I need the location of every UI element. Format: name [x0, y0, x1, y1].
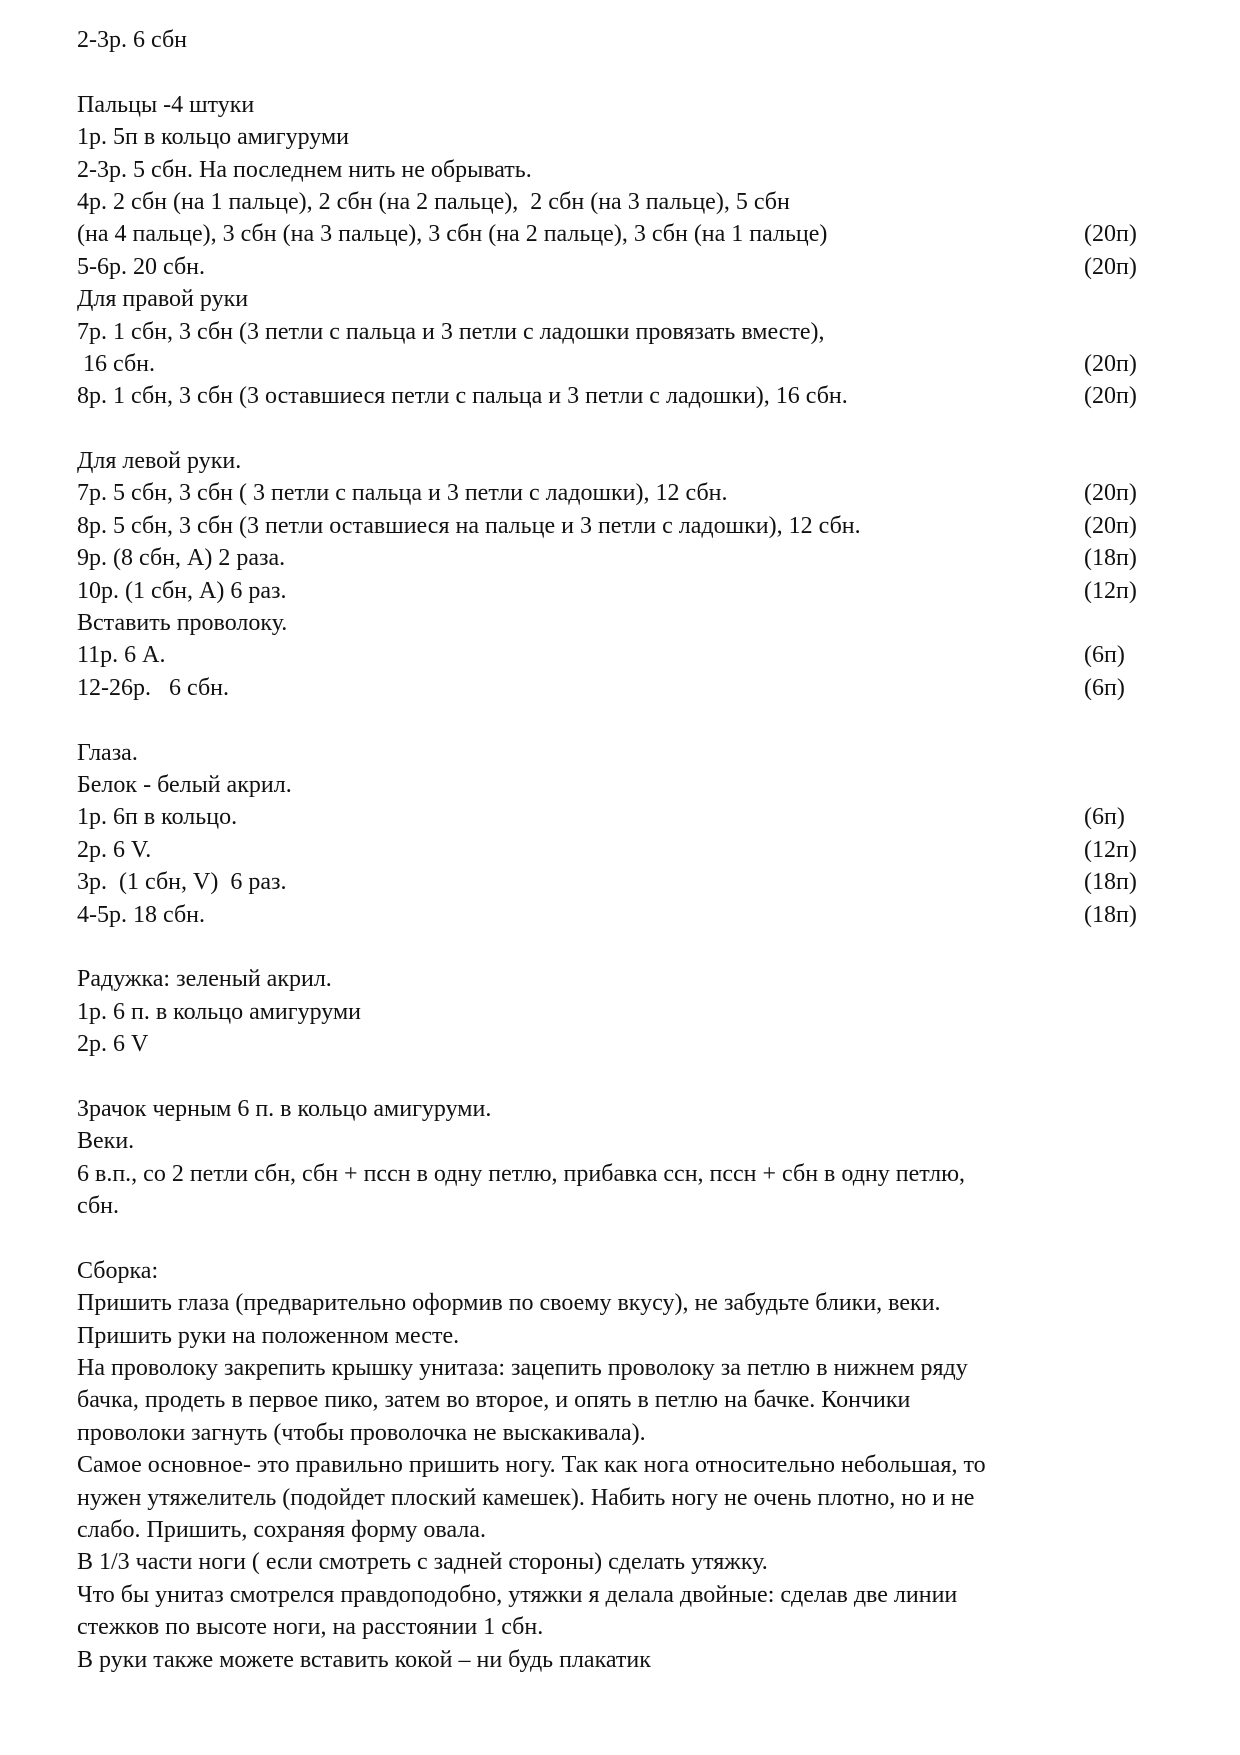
line-text: 3р. (1 сбн, V) 6 раз.	[77, 869, 287, 896]
text-line	[77, 1320, 1167, 1352]
document-text	[77, 24, 1167, 1676]
blank-line	[77, 1061, 1167, 1093]
line-text: Для левой руки.	[77, 448, 242, 475]
text-line	[77, 218, 1167, 250]
stitch-count: (6п)	[1084, 674, 1125, 701]
line-text: слабо. Пришить, сохраняя форму овала.	[77, 1516, 486, 1543]
text-line	[77, 1417, 1167, 1449]
line-text: (на 4 пальце), 3 сбн (на 3 пальце), 3 сбн (на 2 пальце), 3 сбн (на 1 пальце)	[77, 221, 828, 248]
text-line	[77, 1093, 1167, 1125]
text-line	[77, 1287, 1167, 1319]
text-line	[77, 834, 1167, 866]
line-text: 2р. 6 V	[77, 1031, 149, 1058]
text-line	[77, 1158, 1167, 1190]
blank-line	[77, 704, 1167, 736]
text-line	[77, 575, 1167, 607]
stitch-count: (12п)	[1084, 836, 1137, 863]
line-text: Вставить проволоку.	[77, 610, 288, 637]
text-line	[77, 1546, 1167, 1578]
line-text: На проволоку закрепить крышку унитаза: зацепить проволоку за петлю в нижнем ряду	[77, 1355, 968, 1382]
line-text: В руки также можете вставить кокой – ни будь плакатик	[77, 1646, 651, 1673]
stitch-count: (12п)	[1084, 577, 1137, 604]
text-line	[77, 963, 1167, 995]
stitch-count: (20п)	[1084, 253, 1137, 280]
text-line	[77, 348, 1167, 380]
line-text: В 1/3 части ноги ( если смотреть с задней стороны) сделать утяжку.	[77, 1549, 768, 1576]
line-text: 8р. 5 сбн, 3 сбн (3 петли оставшиеся на пальце и 3 петли с ладошки), 12 сбн.	[77, 512, 861, 539]
stitch-count: (20п)	[1084, 512, 1137, 539]
line-text: 5-6р. 20 сбн.	[77, 253, 205, 280]
text-line	[77, 607, 1167, 639]
line-text: 7р. 5 сбн, 3 сбн ( 3 петли с пальца и 3 петли с ладошки), 12 сбн.	[77, 480, 728, 507]
line-text: 9р. (8 сбн, А) 2 раза.	[77, 545, 286, 572]
text-line	[77, 121, 1167, 153]
line-text: Веки.	[77, 1128, 135, 1155]
line-text: Для правой руки	[77, 286, 249, 313]
text-line	[77, 154, 1167, 186]
text-line	[77, 899, 1167, 931]
text-line	[77, 1352, 1167, 1384]
text-line	[77, 1384, 1167, 1416]
text-line	[77, 542, 1167, 574]
line-text: бачка, продеть в первое пико, затем во второе, и опять в петлю на бачке. Кончики	[77, 1387, 911, 1414]
line-text: 7р. 1 сбн, 3 сбн (3 петли с пальца и 3 петли с ладошки провязать вместе),	[77, 318, 825, 345]
line-text: 1р. 5п в кольцо амигуруми	[77, 124, 349, 151]
text-line	[77, 283, 1167, 315]
text-line	[77, 477, 1167, 509]
text-line	[77, 1579, 1167, 1611]
blank-line	[77, 1222, 1167, 1254]
text-line	[77, 1644, 1167, 1676]
stitch-count: (20п)	[1084, 221, 1137, 248]
stitch-count: (18п)	[1084, 901, 1137, 928]
text-line	[77, 510, 1167, 542]
line-text: 2р. 6 V.	[77, 836, 152, 863]
line-text: Белок - белый акрил.	[77, 771, 292, 798]
line-text: 12-26р. 6 сбн.	[77, 674, 229, 701]
text-line	[77, 1482, 1167, 1514]
text-line	[77, 24, 1167, 56]
text-line	[77, 1125, 1167, 1157]
stitch-count: (18п)	[1084, 545, 1137, 572]
line-text: Пришить руки на положенном месте.	[77, 1322, 460, 1349]
line-text: 1р. 6п в кольцо.	[77, 804, 238, 831]
line-text: 2-3р. 6 сбн	[77, 27, 187, 53]
line-text: Сборка:	[77, 1257, 159, 1284]
line-text: Самое основное- это правильно пришить ногу. Так как нога относительно небольшая, то	[77, 1452, 986, 1479]
text-line	[77, 1449, 1167, 1481]
text-line	[77, 769, 1167, 801]
text-line	[77, 1514, 1167, 1546]
line-text: 4-5р. 18 сбн.	[77, 901, 205, 928]
line-text: сбн.	[77, 1193, 119, 1220]
stitch-count: (6п)	[1084, 642, 1125, 669]
text-line	[77, 89, 1167, 121]
line-text: 10р. (1 сбн, А) 6 раз.	[77, 577, 287, 604]
text-line	[77, 445, 1167, 477]
stitch-count: (6п)	[1084, 804, 1125, 831]
stitch-count: (20п)	[1084, 350, 1137, 377]
line-text: 11р. 6 А.	[77, 642, 166, 669]
line-text: Что бы унитаз смотрелся правдоподобно, утяжки я делала двойные: сделав две линии	[77, 1581, 958, 1608]
line-text: Глаза.	[77, 739, 138, 766]
line-text: нужен утяжелитель (подойдет плоский камешек). Набить ногу не очень плотно, но и не	[77, 1484, 975, 1511]
text-line	[77, 672, 1167, 704]
text-line	[77, 1255, 1167, 1287]
line-text: проволоки загнуть (чтобы проволочка не выскакивала).	[77, 1419, 646, 1446]
text-line	[77, 866, 1167, 898]
line-text: Пальцы -4 штуки	[77, 91, 255, 118]
blank-line	[77, 931, 1167, 963]
text-line	[77, 1028, 1167, 1060]
text-line	[77, 1190, 1167, 1222]
text-line	[77, 801, 1167, 833]
text-line	[77, 186, 1167, 218]
stitch-count: (20п)	[1084, 480, 1137, 507]
stitch-count: (20п)	[1084, 383, 1137, 410]
blank-line	[77, 413, 1167, 445]
text-line	[77, 737, 1167, 769]
line-text: Пришить глаза (предварительно оформив по своему вкусу), не забудьте блики, веки.	[77, 1290, 941, 1317]
text-line	[77, 251, 1167, 283]
text-line	[77, 996, 1167, 1028]
line-text: 6 в.п., со 2 петли сбн, сбн + пссн в одну петлю, прибавка ссн, пссн + сбн в одну петлю,	[77, 1160, 966, 1187]
blank-line	[77, 56, 1167, 88]
line-text: Радужка: зеленый акрил.	[77, 966, 332, 993]
line-text: Зрачок черным 6 п. в кольцо амигуруми.	[77, 1095, 492, 1122]
text-line	[77, 639, 1167, 671]
line-text: стежков по высоте ноги, на расстоянии 1 сбн.	[77, 1614, 544, 1641]
text-line	[77, 380, 1167, 412]
line-text: 4р. 2 сбн (на 1 пальце), 2 сбн (на 2 пальце), 2 сбн (на 3 пальце), 5 сбн	[77, 188, 790, 215]
text-line	[77, 316, 1167, 348]
line-text: 16 сбн.	[77, 350, 155, 377]
line-text: 2-3р. 5 сбн. На последнем нить не обрывать.	[77, 156, 532, 183]
line-text: 1р. 6 п. в кольцо амигуруми	[77, 998, 361, 1025]
stitch-count: (18п)	[1084, 869, 1137, 896]
text-line	[77, 1611, 1167, 1643]
line-text: 8р. 1 сбн, 3 сбн (3 оставшиеся петли с пальца и 3 петли с ладошки), 16 сбн.	[77, 383, 848, 410]
